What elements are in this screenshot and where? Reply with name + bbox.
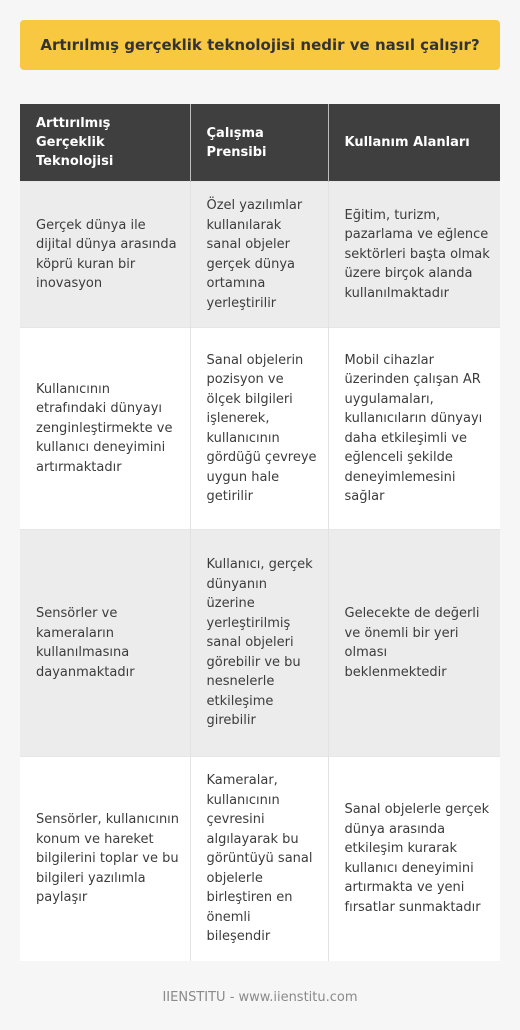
column-header-technology: Arttırılmış Gerçeklik Teknolojisi bbox=[20, 104, 190, 182]
table-cell: Kullanıcının etrafındaki dünyayı zenginleştirmekte ve kullanıcı deneyimini artırmaktadır bbox=[20, 328, 190, 530]
table-cell: Sanal objelerin pozisyon ve ölçek bilgileri işlenerek, kullanıcının gördüğü çevreye uygun hale getirilir bbox=[190, 328, 328, 530]
table-cell: Kullanıcı, gerçek dünyanın üzerine yerleştirilmiş sanal objeleri görebilir ve bu nesnelerle etkileşime girebilir bbox=[190, 530, 328, 757]
table-row bbox=[20, 328, 500, 530]
column-header-usage: Kullanım Alanları bbox=[328, 104, 500, 182]
column-header-principle: Çalışma Prensibi bbox=[190, 104, 328, 182]
table-cell: Gerçek dünya ile dijital dünya arasında köprü kuran bir inovasyon bbox=[20, 182, 190, 328]
footer-credit: IIENSTITU - www.iienstitu.com bbox=[162, 990, 358, 1005]
table-cell: Eğitim, turizm, pazarlama ve eğlence sektörleri başta olmak üzere birçok alanda kullanılmaktadır bbox=[328, 182, 500, 328]
table-cell: Özel yazılımlar kullanılarak sanal objeler gerçek dünya ortamına yerleştirilir bbox=[190, 182, 328, 328]
table-row bbox=[20, 182, 500, 328]
table-cell: Kameralar, kullanıcının çevresini algılayarak bu görüntüyü sanal objelerle birleştiren en önemli bileşendir bbox=[190, 757, 328, 961]
table-cell: Mobil cihazlar üzerinden çalışan AR uygulamaları, kullanıcıların dünyayı daha etkileşimli ve eğlenceli şekilde deneyimlemesini sağlar bbox=[328, 328, 500, 530]
table-cell: Sanal objelerle gerçek dünya arasında etkileşim kurarak kullanıcı deneyimini artırmakta ve yeni fırsatlar sunmaktadır bbox=[328, 757, 500, 961]
page-title: Artırılmış gerçeklik teknolojisi nedir ve nasıl çalışır? bbox=[20, 20, 500, 70]
table-header-row bbox=[20, 104, 500, 182]
table-row bbox=[20, 757, 500, 961]
table-cell: Sensörler ve kameraların kullanılmasına dayanmaktadır bbox=[20, 530, 190, 757]
info-table bbox=[20, 104, 500, 961]
table-cell: Gelecekte de değerli ve önemli bir yeri olması beklenmektedir bbox=[328, 530, 500, 757]
table-cell: Sensörler, kullanıcının konum ve hareket bilgilerini toplar ve bu bilgileri yazılımla paylaşır bbox=[20, 757, 190, 961]
table-row bbox=[20, 530, 500, 757]
